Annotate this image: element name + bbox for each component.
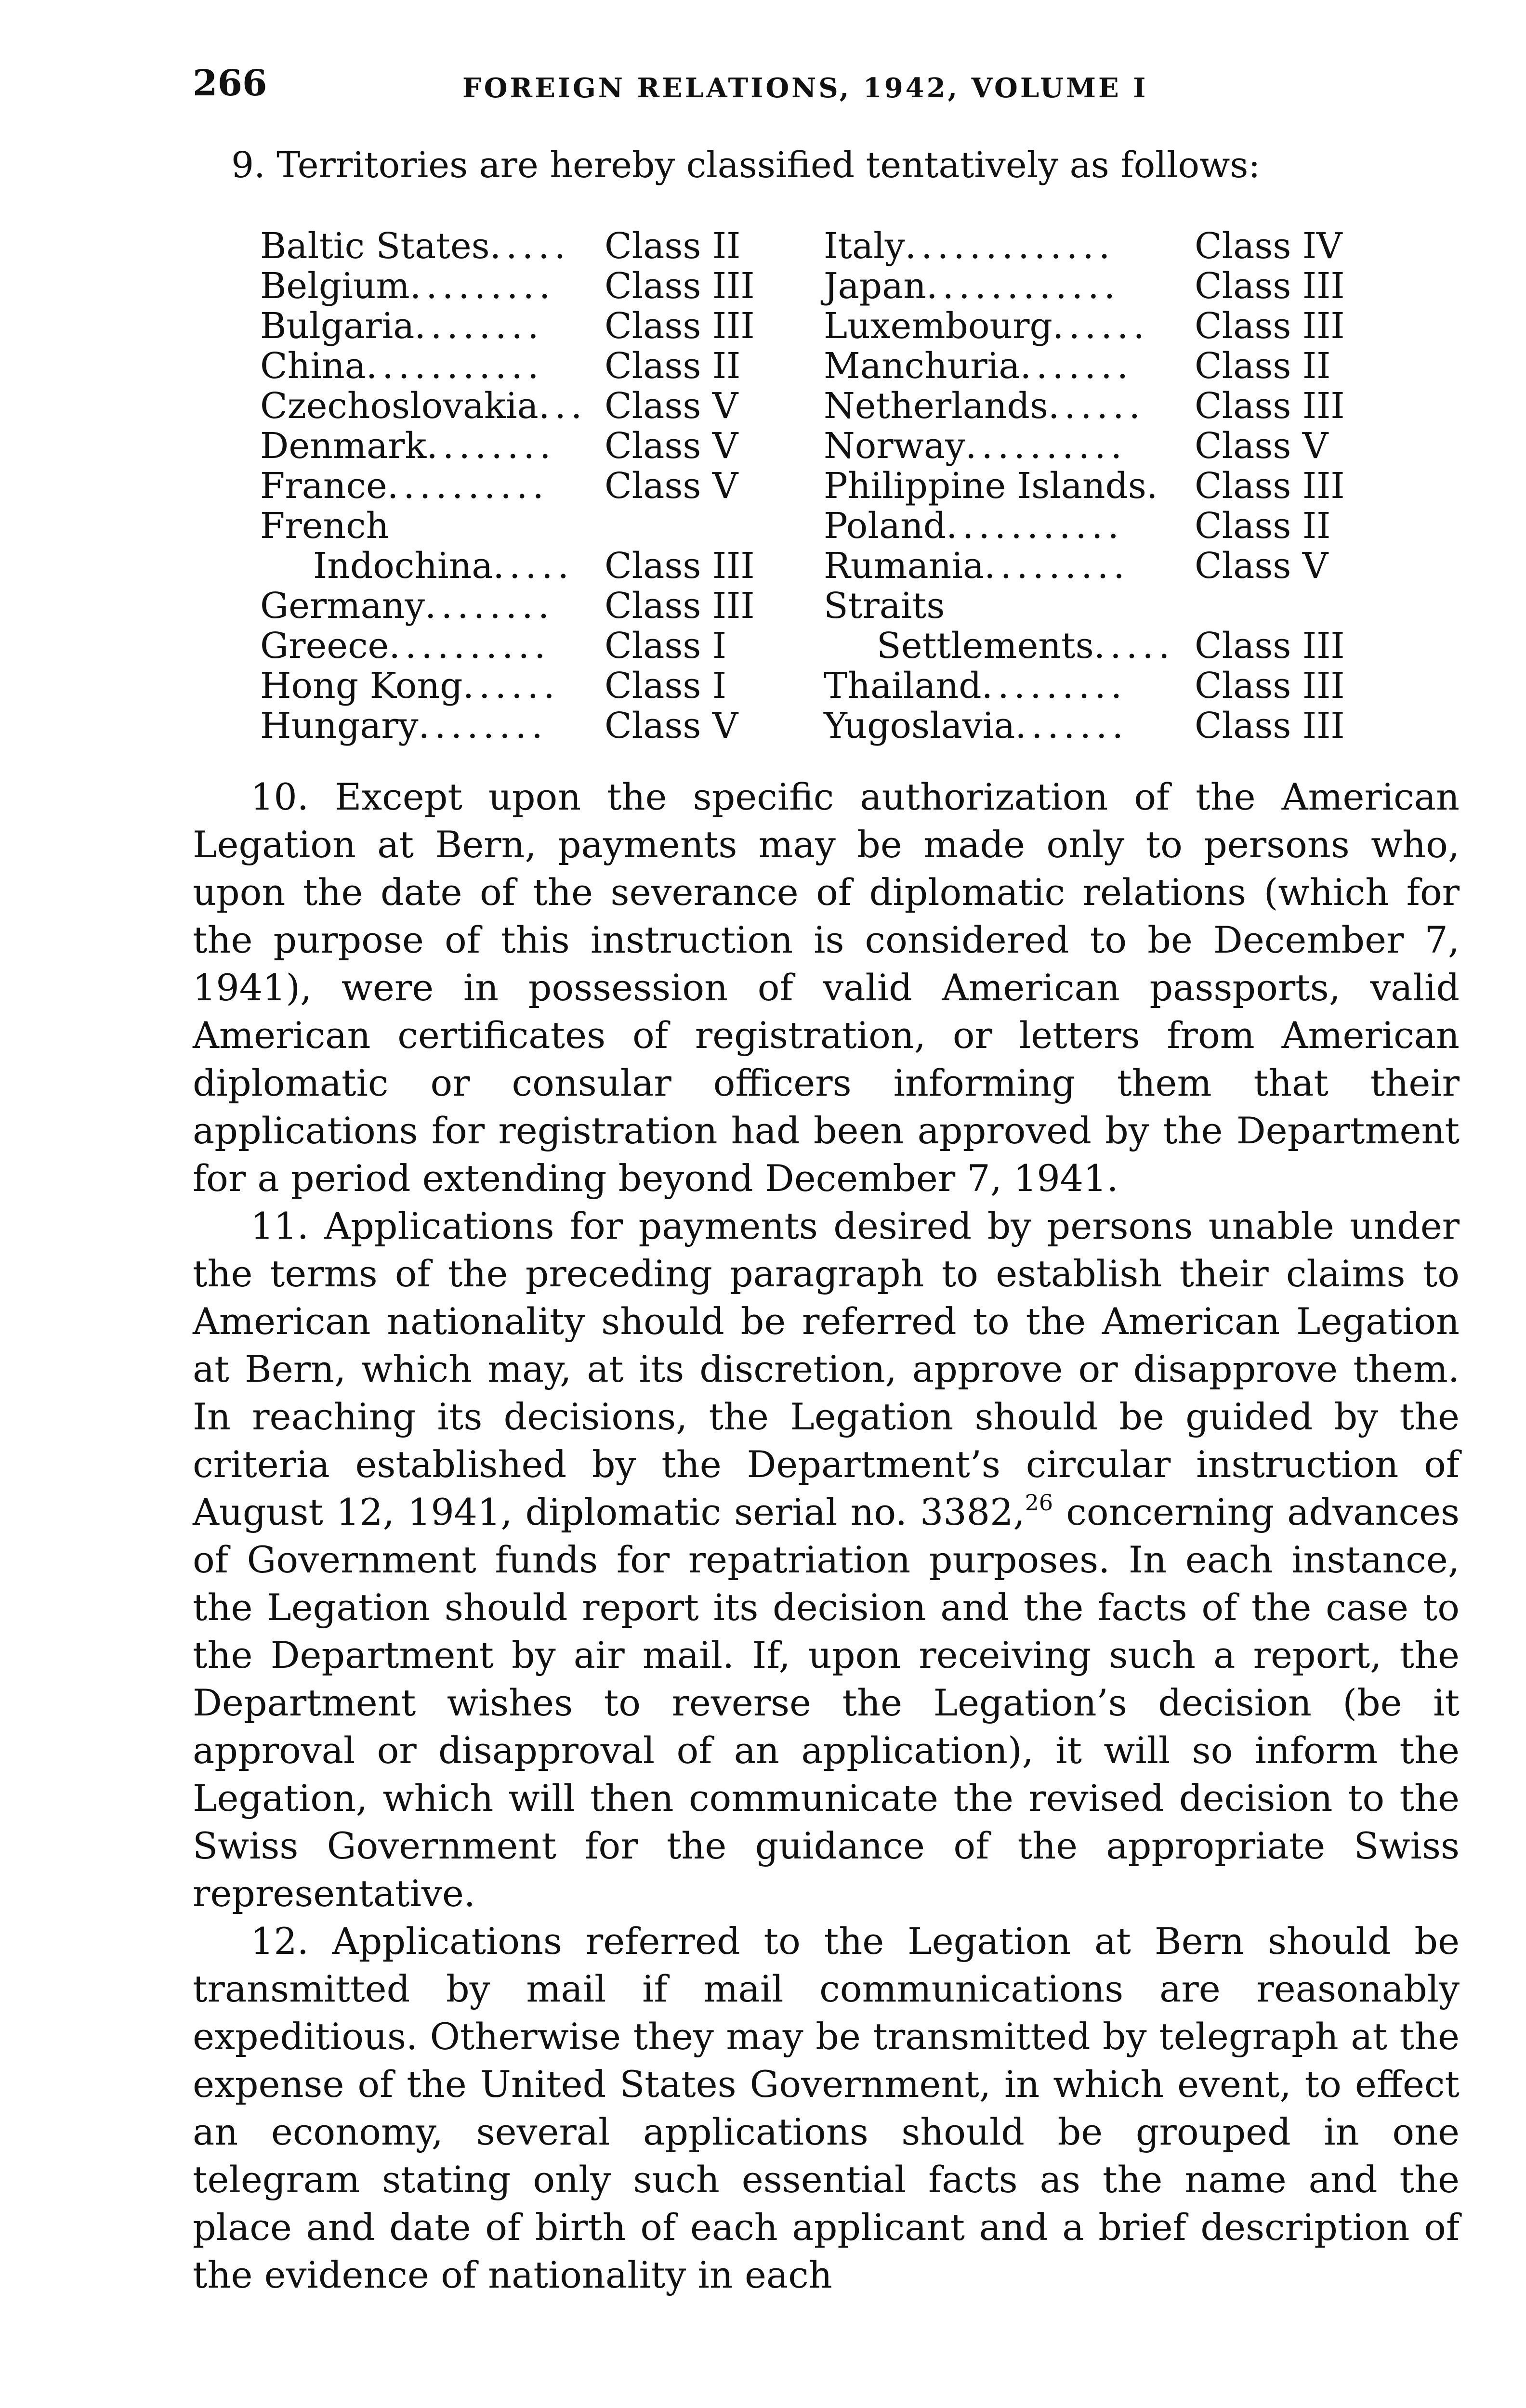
classification-row (824, 386, 1416, 426)
running-head: FOREIGN RELATIONS, 1942, VOLUME I (462, 72, 1148, 104)
territory-name: Belgium (260, 265, 410, 307)
territory-name: Straits (824, 585, 945, 627)
territory-name: Yugoslavia (824, 705, 1015, 746)
territory-name: Denmark (260, 425, 427, 467)
territory-name: Baltic States (260, 225, 490, 267)
territory-name: Czechoslovakia (260, 385, 539, 427)
paragraph-11-part-2: concerning advances of Government funds for repatriation purposes. In each instance, the Legation should report its decision and the facts of the case to the Department by air mail. If, upon receiving such a report, the Department wishes to reverse the Legation’s decision (be it approval or disapproval of an application), it will so inform the Legation, which will then communicate the revised decision to the Swiss Government for the guidance of the appropriate Swiss representative. (193, 1491, 1460, 1915)
territory-name: French (260, 505, 389, 547)
classification-row (260, 546, 795, 586)
classification-row (824, 426, 1416, 466)
classification-row (824, 466, 1416, 506)
leader-dots: ........... (366, 345, 544, 387)
territory-class: Class III (1195, 305, 1345, 347)
leader-dots: ......... (984, 545, 1130, 587)
paragraph-11 (193, 1202, 1460, 1917)
classification-row (260, 386, 795, 426)
classification-row (260, 266, 795, 306)
page-number: 266 (193, 63, 267, 104)
classification-row (824, 586, 1416, 626)
territory-name: Thailand (824, 665, 982, 707)
territory-class: Class V (1195, 545, 1329, 587)
classification-row (824, 546, 1416, 586)
territory-name: Hungary (260, 705, 419, 746)
territory-class: Class III (1195, 665, 1345, 707)
leader-dots: ..... (1093, 625, 1175, 667)
territory-name: Poland (824, 505, 947, 547)
territory-class: Class I (605, 625, 727, 667)
leader-dots: ......... (981, 665, 1127, 707)
classification-row (260, 346, 795, 386)
classification-row (260, 426, 795, 466)
classification-row (260, 506, 795, 546)
territory-name: Netherlands (824, 385, 1048, 427)
territory-name: Indochina (313, 545, 493, 587)
leader-dots: ....... (1020, 345, 1133, 387)
classification-row (824, 706, 1416, 746)
territory-name: Japan (824, 265, 926, 307)
section-9-intro: 9. Territories are hereby classified tentatively as follows: (231, 144, 1261, 186)
leader-dots: ...... (1052, 305, 1149, 347)
territory-class: Class V (605, 465, 738, 507)
classification-row (260, 666, 795, 706)
classification-row (824, 266, 1416, 306)
territory-name: Hong Kong (260, 665, 463, 707)
territory-name: China (260, 345, 366, 387)
leader-dots: ........ (425, 585, 554, 627)
leader-dots: . (1146, 465, 1163, 507)
classification-column-right (824, 226, 1416, 746)
territory-class: Class III (605, 545, 755, 587)
territory-class: Class III (1195, 625, 1345, 667)
leader-dots: ............. (905, 225, 1115, 267)
territory-class: Class V (605, 705, 738, 746)
territory-class: Class III (605, 265, 755, 307)
leader-dots: ......... (409, 265, 555, 307)
leader-dots: ........ (426, 425, 556, 467)
territory-class: Class III (605, 305, 755, 347)
classification-row (260, 626, 795, 666)
leader-dots: .......... (387, 465, 549, 507)
classification-row (260, 306, 795, 346)
territory-class: Class II (1195, 505, 1331, 547)
territory-class: Class IV (1195, 225, 1342, 267)
leader-dots: ..... (493, 545, 574, 587)
leader-dots: ............ (926, 265, 1120, 307)
territory-class: Class V (605, 385, 738, 427)
classification-row (824, 306, 1416, 346)
leader-dots: ........... (946, 505, 1124, 547)
classification-row (260, 586, 795, 626)
classification-row (824, 506, 1416, 546)
page-header (193, 63, 1407, 116)
territory-name: Greece (260, 625, 389, 667)
territory-class: Class III (605, 585, 755, 627)
territory-class: Class III (1195, 705, 1345, 746)
leader-dots: ... (538, 385, 587, 427)
body-text (193, 773, 1460, 2299)
leader-dots: ....... (1015, 705, 1129, 746)
footnote-reference: 26 (1025, 1490, 1053, 1516)
territory-class: Class II (1195, 345, 1331, 387)
territory-class: Class II (605, 345, 741, 387)
territory-class: Class III (1195, 385, 1345, 427)
territory-name: Settlements (877, 625, 1094, 667)
territory-name: Norway (824, 425, 965, 467)
territory-name: Germany (260, 585, 425, 627)
classification-row (824, 626, 1416, 666)
classification-column-left (260, 226, 795, 746)
classification-row (260, 706, 795, 746)
territory-name: Rumania (824, 545, 985, 587)
leader-dots: .......... (389, 625, 551, 667)
paragraph-11-part-1: 11. Applications for payments desired by persons unable under the terms of the preceding paragraph to establish their claims to American nationality should be referred to the American Legation at Bern, which may, at its discretion, approve or disapprove them. In reaching its decisions, the Legation should be guided by the criteria established by the Department’s circular instruction of August 12, 1941, diplomatic serial no. 3382, (193, 1204, 1460, 1533)
classification-table (260, 226, 1416, 751)
territory-name: Italy (824, 225, 905, 267)
paragraph-10: 10. Except upon the specific authorization of the American Legation at Bern, payments may be made only to persons who, upon the date of the severance of diplomatic relations (which for the purpose of this instruction is considered to be December 7, 1941), were in possession of valid American passports, valid American certificates of registration, or letters from American diplomatic or consular officers informing them that their applications for registration had been approved by the Department for a period extending beyond December 7, 1941. (193, 775, 1460, 1200)
territory-name: Philippine Islands (824, 465, 1146, 507)
leader-dots: ...... (1048, 385, 1145, 427)
leader-dots: ........ (418, 705, 548, 746)
territory-name: Luxembourg (824, 305, 1052, 347)
classification-row (260, 226, 795, 266)
classification-row (824, 346, 1416, 386)
leader-dots: ........ (414, 305, 544, 347)
territory-name: Manchuria (824, 345, 1020, 387)
territory-name: Bulgaria (260, 305, 415, 347)
territory-class: Class I (605, 665, 727, 707)
territory-class: Class V (1195, 425, 1329, 467)
territory-class: Class II (605, 225, 741, 267)
territory-class: Class III (1195, 265, 1345, 307)
territory-class: Class V (605, 425, 738, 467)
leader-dots: ..... (489, 225, 571, 267)
leader-dots: ...... (462, 665, 560, 707)
territory-name: France (260, 465, 387, 507)
classification-row (824, 226, 1416, 266)
territory-class: Class III (1195, 465, 1345, 507)
classification-row (824, 666, 1416, 706)
leader-dots: .......... (965, 425, 1127, 467)
paragraph-12: 12. Applications referred to the Legation at Bern should be transmitted by mail if mail communications are reasonably expeditious. Otherwise they may be transmitted by telegraph at the expense of the United States Government, in which event, to effect an economy, several applications should be grouped in one telegram stating only such essential facts as the name and the place and date of birth of each applicant and a brief description of the evidence of nationality in each (193, 1920, 1460, 2296)
classification-row (260, 466, 795, 506)
